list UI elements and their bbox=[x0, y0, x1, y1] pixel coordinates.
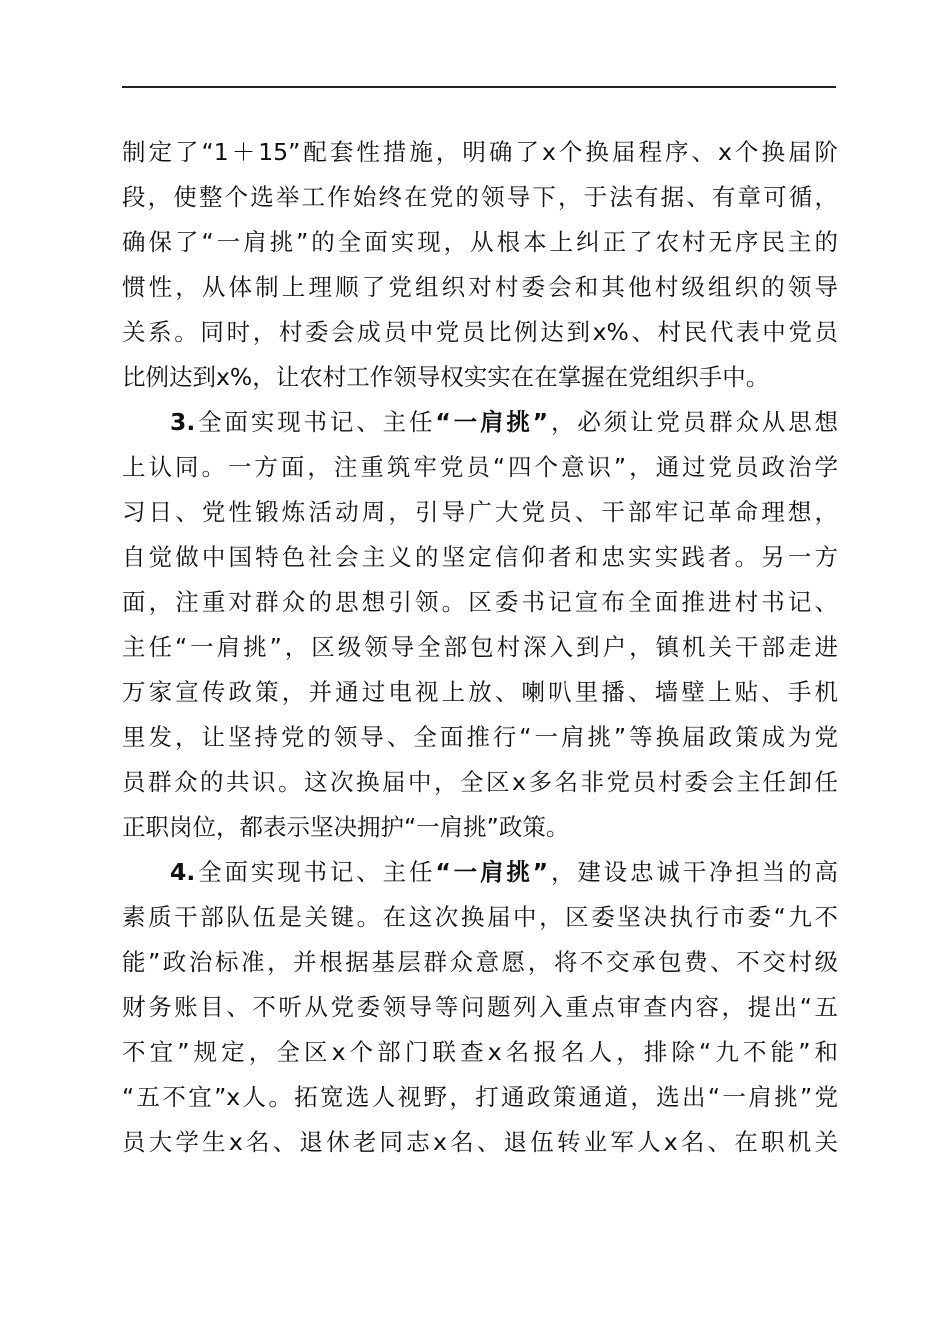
header-rule bbox=[122, 86, 836, 88]
paragraph-line: 不宜”规定，全区x个部门联查x名报名人，排除“九不能”和 bbox=[122, 1038, 838, 1066]
paragraph-line: 比例达到x%，让农村工作领导权实实在在掌握在党组织手中。 bbox=[122, 363, 770, 391]
paragraph-line: 员群众的共识。这次换届中，全区x多名非党员村委会主任卸任 bbox=[122, 768, 838, 796]
paragraph-1 bbox=[122, 130, 838, 400]
paragraph-line: 面，注重对群众的思想引领。区委书记宣布全面推进村书记、 bbox=[122, 588, 838, 616]
section-number: 4. bbox=[170, 858, 196, 886]
paragraph-line: 素质干部队伍是关键。在这次换届中，区委坚决执行市委“九不 bbox=[122, 903, 838, 931]
paragraph-line: 惯性，从体制上理顺了党组织对村委会和其他村级组织的领导 bbox=[122, 273, 838, 301]
paragraph-line: 万家宣传政策，并通过电视上放、喇叭里播、墙壁上贴、手机 bbox=[122, 678, 838, 706]
paragraph-line: 上认同。一方面，注重筑牢党员“四个意识”，通过党员政治学 bbox=[122, 453, 838, 481]
paragraph-line: 关系。同时，村委会成员中党员比例达到x%、村民代表中党员 bbox=[122, 318, 838, 346]
document-body bbox=[122, 130, 838, 1165]
paragraph-line: 财务账目、不听从党委领导等问题列入重点审查内容，提出“五 bbox=[122, 993, 838, 1021]
paragraph-line: 制定了“1＋15”配套性措施，明确了x个换届程序、x个换届阶 bbox=[122, 138, 838, 166]
section-heading-emphasis: “一肩挑” bbox=[435, 408, 549, 436]
paragraph-lead-line bbox=[122, 850, 838, 895]
paragraph-line: 主任“一肩挑”，区级领导全部包村深入到户，镇机关干部走进 bbox=[122, 633, 838, 661]
section-number: 3. bbox=[170, 408, 196, 436]
section-heading-emphasis: “一肩挑” bbox=[435, 858, 549, 886]
section-heading-text: 全面实现书记、主任 bbox=[195, 858, 436, 886]
paragraph-line: 自觉做中国特色社会主义的坚定信仰者和忠实实践者。另一方 bbox=[122, 543, 838, 571]
paragraph-2 bbox=[122, 400, 838, 850]
section-heading-rest: ，必须让党员群众从思想 bbox=[548, 408, 839, 436]
paragraph-line: 确保了“一肩挑”的全面实现，从根本上纠正了农村无序民主的 bbox=[122, 228, 838, 256]
paragraph-line: “五不宜”x人。拓宽选人视野，打通政策通道，选出“一肩挑”党 bbox=[122, 1083, 838, 1111]
paragraph-line: 能”政治标准，并根据基层群众意愿，将不交承包费、不交村级 bbox=[122, 948, 838, 976]
paragraph-line: 里发，让坚持党的领导、全面推行“一肩挑”等换届政策成为党 bbox=[122, 723, 838, 751]
paragraph-line: 习日、党性锻炼活动周，引导广大党员、干部牢记革命理想， bbox=[122, 498, 838, 526]
section-heading-rest: ，建设忠诚干净担当的高 bbox=[548, 858, 839, 886]
paragraph-line: 员大学生x名、退休老同志x名、退伍转业军人x名、在职机关 bbox=[122, 1128, 838, 1156]
paragraph-line: 正职岗位，都表示坚决拥护“一肩挑”政策。 bbox=[122, 813, 570, 841]
section-heading-text: 全面实现书记、主任 bbox=[195, 408, 436, 436]
paragraph-line: 段，使整个选举工作始终在党的领导下，于法有据、有章可循， bbox=[122, 183, 838, 211]
paragraph-3 bbox=[122, 850, 838, 1165]
paragraph-lead-line bbox=[122, 400, 838, 445]
